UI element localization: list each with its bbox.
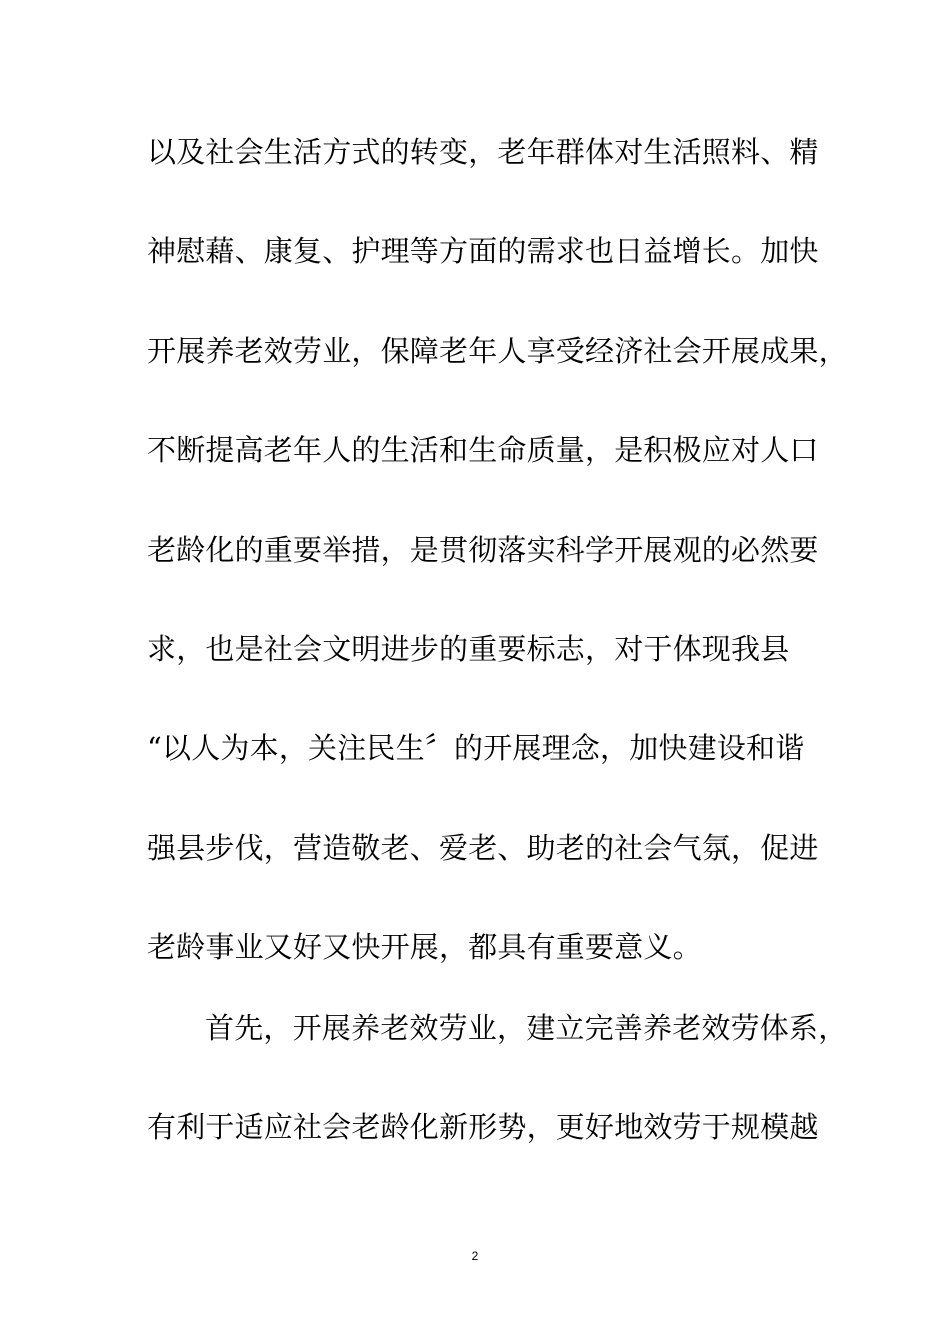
text-line-4: 不断提高老年人的生活和生命质量，是积极应对人口 [147,433,819,467]
text-line-10: 首先，开展养老效劳业，建立完善养老效劳体系， [205,1011,848,1045]
text-line-6: 求，也是社会文明进步的重要标志，对于体现我县 [147,632,790,666]
text-line-7: “以人为本，关注民生〞的开展理念，加快建设和谐 [147,731,805,765]
text-line-3: 开展养老效劳业，保障老年人享受经济社会开展成果， [147,334,848,368]
text-line-11: 有利于适应社会老龄化新形势，更好地效劳于规模越 [147,1110,819,1144]
text-line-5: 老龄化的重要举措，是贯彻落实科学开展观的必然要 [147,533,819,567]
text-line-2: 神慰藉、康复、护理等方面的需求也日益增长。加快 [147,234,819,268]
text-line-9: 老龄事业又好又快开展，都具有重要意义。 [147,930,702,964]
page-number: 2 [471,1249,479,1263]
text-line-1: 以及社会生活方式的转变，老年群体对生活照料、精 [147,135,819,169]
text-line-8: 强县步伐，营造敬老、爱老、助老的社会气氛，促进 [147,831,819,865]
